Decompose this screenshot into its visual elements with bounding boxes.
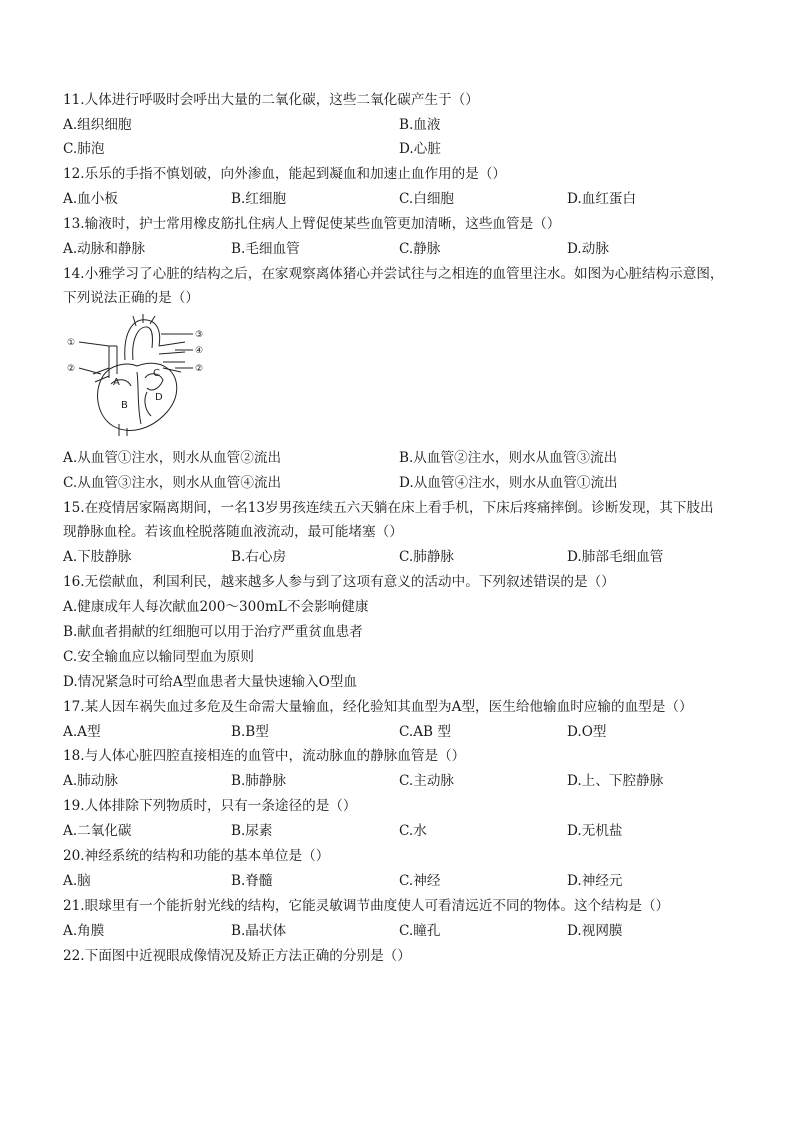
figure-label-4: ④ [195,346,204,356]
q21-option-b: B.晶状体 [231,923,287,939]
q16-option-a: A.健康成年人每次献血200～300mL不会影响健康 [63,599,369,615]
question-14-stem-line2: 下列说法正确的是（） [63,290,199,306]
q17-option-d: D.O型 [567,724,607,740]
q11-option-c: C.肺泡 [63,141,105,157]
q16-option-d: D.情况紧急时可给A型血患者大量快速输入O型血 [63,674,357,690]
q15-option-c: C.肺静脉 [399,549,455,565]
q13-option-b: B.毛细血管 [231,241,300,257]
figure-label-1: ① [67,338,76,348]
q14-option-b: B.从血管②注水，则水从血管③流出 [399,450,618,466]
q14-option-d: D.从血管④注水，则水从血管①流出 [399,475,618,491]
q15-option-a: A.下肢静脉 [63,549,132,565]
question-14-stem-line1: 14.小雅学习了心脏的结构之后，在家观察离体猪心并尝试往与之相连的血管里注水。如图为心脏结构示意图， [63,266,724,282]
q11-option-a: A.组织细胞 [63,117,132,133]
figure-label-2-left: ② [67,364,76,374]
q21-option-d: D.视网膜 [567,923,623,939]
q19-option-b: B.尿素 [231,823,273,839]
q12-option-b: B.红细胞 [231,191,287,207]
q17-option-c: C.AB 型 [399,724,451,740]
q11-option-d: D.心脏 [399,141,441,157]
q14-option-a: A.从血管①注水，则水从血管②流出 [63,450,282,466]
question-19-stem: 19.人体排除下列物质时，只有一条途径的是（） [63,798,357,814]
figure-label-3: ③ [195,330,204,340]
q19-option-d: D.无机盐 [567,823,623,839]
q20-option-a: A.脑 [63,873,91,889]
figure-chamber-c: C [153,368,160,379]
q16-option-b: B.献血者捐献的红细胞可以用于治疗严重贫血患者 [63,624,363,640]
q15-option-d: D.肺部毛细血管 [567,549,664,565]
question-15-stem-line1: 15.在疫情居家隔离期间，一名13岁男孩连续五六天躺在床上看手机，下床后疼痛摔倒。诊断发现，其下肢出 [63,500,714,516]
question-16-stem: 16.无偿献血，利国利民，越来越多人参与到了这项有意义的活动中。下列叙述错误的是（） [63,574,615,590]
q20-option-c: C.神经 [399,873,441,889]
question-22-stem: 22.下面图中近视眼成像情况及矫正方法正确的分别是（） [63,948,411,964]
q18-option-b: B.肺静脉 [231,773,287,789]
figure-chamber-b: B [121,400,128,411]
q17-option-b: B.B型 [231,724,269,740]
question-21-stem: 21.眼球里有一个能折射光线的结构，它能灵敏调节曲度使人可看清远近不同的物体。这个结构是（） [63,898,670,914]
q14-option-c: C.从血管③注水，则水从血管④流出 [63,475,282,491]
q18-option-a: A.肺动脉 [63,773,118,789]
q21-option-a: A.角膜 [63,923,105,939]
q11-option-b: B.血液 [399,117,441,133]
question-18-stem: 18.与人体心脏四腔直接相连的血管中，流动脉血的静脉血管是（） [63,748,466,764]
figure-label-2-right: ② [195,364,204,374]
q19-option-c: C.水 [399,823,427,839]
q13-option-c: C.静脉 [399,241,441,257]
figure-chamber-a: A [113,377,120,388]
q16-option-c: C.安全输血应以输同型血为原则 [63,649,254,665]
question-20-stem: 20.神经系统的结构和功能的基本单位是（） [63,848,330,864]
q19-option-a: A.二氧化碳 [63,823,132,839]
q20-option-b: B.脊髓 [231,873,273,889]
q12-option-c: C.白细胞 [399,191,455,207]
question-12-stem: 12.乐乐的手指不慎划破，向外渗血，能起到凝血和加速止血作用的是（） [63,166,507,182]
q12-option-d: D.血红蛋白 [567,191,637,207]
q13-option-d: D.动脉 [567,241,609,257]
q21-option-c: C.瞳孔 [399,923,441,939]
question-11-stem: 11.人体进行呼吸时会呼出大量的二氧化碳，这些二氧化碳产生于（） [63,92,479,108]
q18-option-d: D.上、下腔静脉 [567,773,664,789]
q18-option-c: C.主动脉 [399,773,455,789]
question-17-stem: 17.某人因车祸失血过多危及生命需大量输血，经化验知其血型为A型，医生给他输血时应输的血型是（） [63,699,693,715]
question-15-stem-line2: 现静脉血栓。若该血栓脱落随血液流动，最可能堵塞（） [63,524,403,540]
q15-option-b: B.右心房 [231,549,287,565]
q17-option-a: A.A型 [63,724,101,740]
figure-chamber-d: D [155,392,163,403]
q20-option-d: D.神经元 [567,873,623,889]
heart-structure-figure [63,312,213,438]
question-13-stem: 13.输液时，护士常用橡皮筋扎住病人上臂促使某些血管更加清晰，这些血管是（） [63,216,561,232]
q13-option-a: A.动脉和静脉 [63,241,146,257]
q12-option-a: A.血小板 [63,191,118,207]
